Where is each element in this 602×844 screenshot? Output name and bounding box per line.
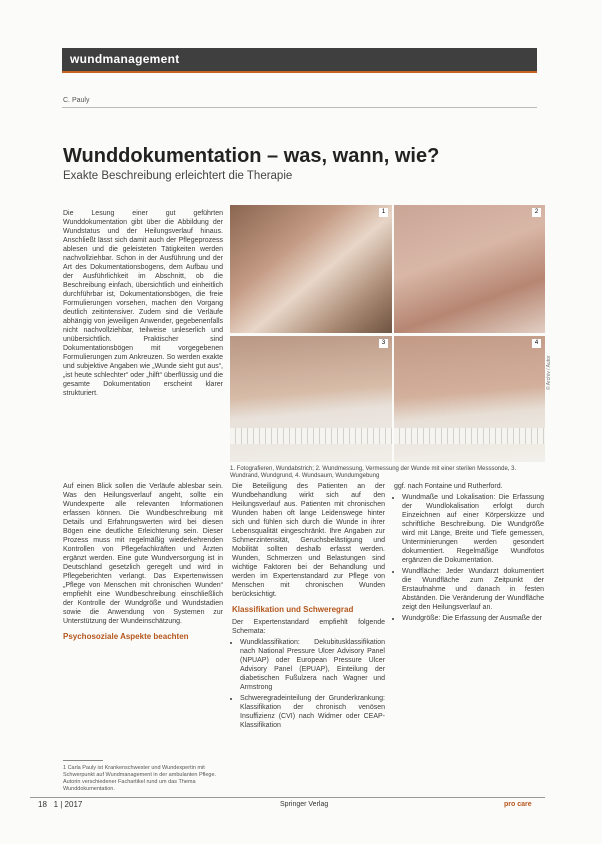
measuring-ruler	[394, 428, 545, 444]
page-footer-left	[38, 800, 82, 809]
bullet-list	[394, 493, 544, 623]
body-paragraph: Auf einen Blick sollen die Verläufe ablesbar sein. Was den Heilungsverlauf angeht, sollte ein Wundexperte alle relevanten Informationen erfassen können. Die Wundbeschreibung mit Details und Erfahrungswerten wird bei diesen Bögen eine deutliche Erleichterung sein. Dieser Prozess muss mit regelmäßig wiederkehrenden Kontrollen von Pflegefachkräften und Ärzten ergänzt werden. Eine gute Wundversorgung ist in Deutschland gesetzlich geregelt und wird in Pflegeberichten verlangt. Das Expertenwissen „Pflege von Menschen mit chronischen Wunden“ empfiehlt eine Wundbeschreibung einschließlich der Kontrolle der Wundgröße und Wundstadien sowie die Anwendung von Systemen zur Unterstützung der Wundeinschätzung.	[63, 483, 223, 625]
list-item: • Wundmaße und Lokalisation: Die Erfassung der Wundlokalisation erfolgt durch Einzeichnen auf einer Körperskizze und schriftliche Beschreibung. Die Wundgröße wird mit Länge, Breite und Tiefe gemessen, Unterminierungen werden gesondert dokumentiert. Regelmäßige Wundfotos ergänzen die Dokumentation.	[402, 493, 544, 565]
photo-number: 1	[379, 208, 388, 217]
page-number: 18	[38, 800, 47, 809]
list-item: • Wundfläche: Jeder Wundarzt dokumentiert die Wundfläche zum Zeitpunkt der Erstaufnahme und danach in festen Abständen. Die Veränderung der Wundfläche zeigt den Heilungsverlauf an.	[402, 567, 544, 612]
list-item: • Schweregradeinteilung der Grunderkrankung: Klassifikation der chronisch venösen Insuffizienz (CVI) nach Widmer oder CEAP-Klassifikation	[240, 694, 385, 730]
photo-credit: © Archiv / Autor	[546, 355, 552, 390]
photo-number: 4	[532, 339, 541, 348]
intro-column	[63, 209, 223, 400]
issue-number: 1 | 2017	[53, 800, 83, 809]
section-heading: Klassifikation und Schweregrad	[232, 605, 354, 614]
author-name: C. Pauly	[63, 97, 90, 104]
section-label: wundmanagement	[70, 52, 180, 66]
footer-rule	[30, 797, 545, 798]
article-subtitle: Exakte Beschreibung erleichtert die Therapie	[63, 170, 293, 182]
publisher-name: Springer Verlag	[280, 801, 329, 808]
list-item: • Wundgröße: Die Erfassung der Ausmaße der	[402, 614, 544, 623]
banner-rule	[62, 71, 537, 73]
footnote: 1 Carla Pauly ist Krankenschwester und Wundexpertin mit Schwerpunkt auf Wundmanagement in der ambulanten Pflege. Autorin verschiedener Fachartikel rund um das Thema Wunddokumentation.	[63, 765, 217, 792]
section-heading: Psychosoziale Aspekte beachten	[63, 632, 189, 641]
body-column-1	[63, 482, 223, 645]
section-banner	[62, 48, 537, 71]
body-paragraph: ggf. nach Fontaine und Rutherford.	[394, 483, 503, 490]
body-column-2	[232, 482, 385, 732]
photo-wound-probe	[394, 205, 545, 333]
photo-wound-swab	[230, 205, 392, 333]
bullet-list	[232, 638, 385, 730]
photo-number: 3	[379, 339, 388, 348]
photo-wound-surroundings	[394, 336, 545, 462]
footnote-rule	[63, 760, 103, 761]
article-title: Wunddokumentation – was, wann, wie?	[63, 145, 440, 167]
photo-wound-edge	[230, 336, 392, 462]
body-paragraph: Der Expertenstandard empfiehlt folgende Schemata:	[232, 619, 385, 635]
photo-number: 2	[532, 208, 541, 217]
body-paragraph: Die Beteiligung des Patienten an der Wundbehandlung wirkt sich auf den Heilungsverlauf aus. Patienten mit chronischen Wunden haben oft lange Leidenswege hinter sich und fühlen sich durch die Wunde in ihrer Lebensqualität eingeschränkt. Ihre Angaben zur Schmerzintensität, Geruchsbelästigung und Mobilität sollten deshalb erfasst werden. Wunden, Schmerzen und Belastungen sind wichtige Faktoren bei der Behandlung und werden im Expertenstandard zur Pflege von Menschen mit chronischen Wunden berücksichtigt.	[232, 483, 385, 598]
figure-caption: 1. Fotografieren, Wundabstrich; 2. Wundmessung, Vermessung der Wunde mit einer sterilen Messsonde, 3. Wundrand, Wundgrund, 4. Wundsaum, Wundumgebung	[230, 466, 517, 479]
list-item: • Wundklassifikation: Dekubitusklassifikation nach National Pressure Ulcer Advisory Panel (NPUAP) oder European Pressure Ulcer Advisory Panel (EPUAP), Einteilung der diabetischen Fußulzera nach Wagner und Armstrong	[240, 638, 385, 692]
body-column-3	[394, 482, 544, 625]
author-divider	[62, 107, 537, 108]
journal-name	[504, 801, 532, 808]
measuring-ruler	[230, 428, 392, 444]
intro-paragraph: Die Lesung einer gut geführten Wunddokumentation gibt über die Abbildung der Wundstatus und der Heilungsverlauf hinaus. Anschließt lässt sich damit auch der Pflegeprozess ablesen und die geleisteten Tätigkeiten werden nachvollziehbar. Schon in der Ausführung und der Art des Dokumentationsbogens, dem Aufbau und der Ausführlichkeit im Abschnitt, ob die Beschreibung einfach, übersichtlich und einheitlich durchführbar ist, Dokumentationsbögen, die freie Formulierungen vorsehen, machen den Vorgang deutlich zeitintensiver. Zudem sind die Verläufe abhängig von jeweiligen Anwender, gegebenenfalls nicht nachvollziehbar, teilweise unleserlich und unübersichtlich. Praktischer sind Dokumentationsbögen mit vorgegebenen Formulierungen zum Ankreuzen. So werden exakte und subjektive Angaben wie „Wunde sieht gut aus“, „ist heute schlechter“ oder „hilft“ überflüssig und die gesamte Dokumentation erscheint klarer strukturiert.	[63, 210, 223, 397]
journal-title: pro care	[504, 801, 532, 808]
